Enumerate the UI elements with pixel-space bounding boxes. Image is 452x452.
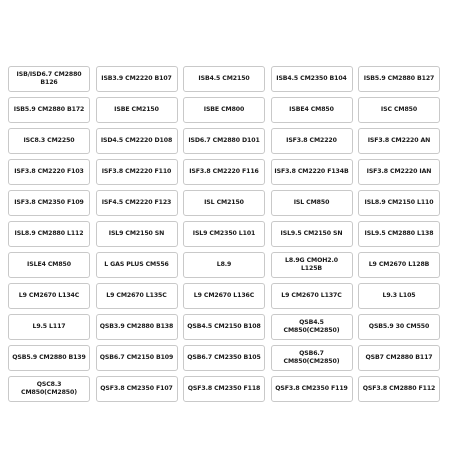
engine-tag[interactable]: ISF3.8 CM2220 AN <box>358 128 440 154</box>
engine-tag[interactable]: ISC CM850 <box>358 97 440 123</box>
engine-tag[interactable]: ISB4.5 CM2350 B104 <box>271 66 353 92</box>
engine-tag[interactable]: ISL9.5 CM2880 L138 <box>358 221 440 247</box>
engine-tag[interactable]: ISB4.5 CM2150 <box>183 66 265 92</box>
engine-tag[interactable]: ISLE4 CM850 <box>8 252 90 278</box>
engine-tag[interactable]: ISL CM2150 <box>183 190 265 216</box>
engine-tag[interactable]: L9 CM2670 L134C <box>8 283 90 309</box>
engine-tag[interactable]: QSF3.8 CM2350 F107 <box>96 376 178 402</box>
engine-tag[interactable]: L9.5 L117 <box>8 314 90 340</box>
engine-tag[interactable]: QSB5.9 30 CM550 <box>358 314 440 340</box>
engine-tag[interactable]: L9 CM2670 L135C <box>96 283 178 309</box>
engine-tag[interactable]: ISD4.5 CM2220 D108 <box>96 128 178 154</box>
engine-tag[interactable]: QSC8.3 CM850(CM2850) <box>8 376 90 402</box>
engine-tag[interactable]: ISF3.8 CM2350 F109 <box>8 190 90 216</box>
engine-tag[interactable]: QSB4.5 CM850(CM2850) <box>271 314 353 340</box>
engine-tag[interactable]: L8.9 <box>183 252 265 278</box>
engine-tag[interactable]: L9 CM2670 L128B <box>358 252 440 278</box>
engine-tag[interactable]: ISL9.5 CM2150 SN <box>271 221 353 247</box>
engine-tag[interactable]: ISL8.9 CM2880 L112 <box>8 221 90 247</box>
engine-tag[interactable]: ISBE CM800 <box>183 97 265 123</box>
engine-tag[interactable]: ISL9 CM2350 L101 <box>183 221 265 247</box>
engine-tag[interactable]: ISF3.8 CM2220 F134B <box>271 159 353 185</box>
engine-tag[interactable]: L9.3 L105 <box>358 283 440 309</box>
engine-tag[interactable]: QSB5.9 CM2880 B139 <box>8 345 90 371</box>
engine-tag[interactable]: ISB5.9 CM2880 B172 <box>8 97 90 123</box>
engine-tag[interactable]: L9 CM2670 L136C <box>183 283 265 309</box>
engine-tag[interactable]: ISF3.8 CM2220 F116 <box>183 159 265 185</box>
engine-tag[interactable]: ISBE4 CM850 <box>271 97 353 123</box>
engine-tag[interactable]: L9 CM2670 L137C <box>271 283 353 309</box>
engine-tag[interactable]: ISF4.5 CM2220 F123 <box>96 190 178 216</box>
engine-tag[interactable]: ISL8.9 CM2150 L110 <box>358 190 440 216</box>
engine-tag[interactable]: QSB7 CM2880 B117 <box>358 345 440 371</box>
engine-tag[interactable]: ISB3.9 CM2220 B107 <box>96 66 178 92</box>
engine-tag[interactable]: ISB/ISD6.7 CM2880 B126 <box>8 66 90 92</box>
engine-tag[interactable]: ISD6.7 CM2880 D101 <box>183 128 265 154</box>
engine-tag[interactable]: ISL CM850 <box>271 190 353 216</box>
engine-tag[interactable]: ISF3.8 CM2220 F103 <box>8 159 90 185</box>
engine-tag[interactable]: QSB6.7 CM2150 B109 <box>96 345 178 371</box>
engine-tag[interactable]: ISB5.9 CM2880 B127 <box>358 66 440 92</box>
engine-tag[interactable]: ISF3.8 CM2220 IAN <box>358 159 440 185</box>
engine-tag[interactable]: QSB4.5 CM2150 B108 <box>183 314 265 340</box>
engine-tag[interactable]: ISF3.8 CM2220 <box>271 128 353 154</box>
engine-tag[interactable]: ISF3.8 CM2220 F110 <box>96 159 178 185</box>
engine-tag[interactable]: QSF3.8 CM2880 F112 <box>358 376 440 402</box>
engine-tag[interactable]: ISL9 CM2150 SN <box>96 221 178 247</box>
engine-tag[interactable]: QSF3.8 CM2350 F118 <box>183 376 265 402</box>
engine-tag[interactable]: L8.9G CMOH2.0 L125B <box>271 252 353 278</box>
engine-tag[interactable]: QSB6.7 CM2350 B105 <box>183 345 265 371</box>
engine-tag-grid <box>8 66 444 402</box>
engine-tag[interactable]: QSB3.9 CM2880 B138 <box>96 314 178 340</box>
engine-tag[interactable]: QSF3.8 CM2350 F119 <box>271 376 353 402</box>
engine-tag[interactable]: ISC8.3 CM2250 <box>8 128 90 154</box>
engine-tag[interactable]: L GAS PLUS CM556 <box>96 252 178 278</box>
engine-tag[interactable]: ISBE CM2150 <box>96 97 178 123</box>
engine-tag[interactable]: QSB6.7 CM850(CM2850) <box>271 345 353 371</box>
